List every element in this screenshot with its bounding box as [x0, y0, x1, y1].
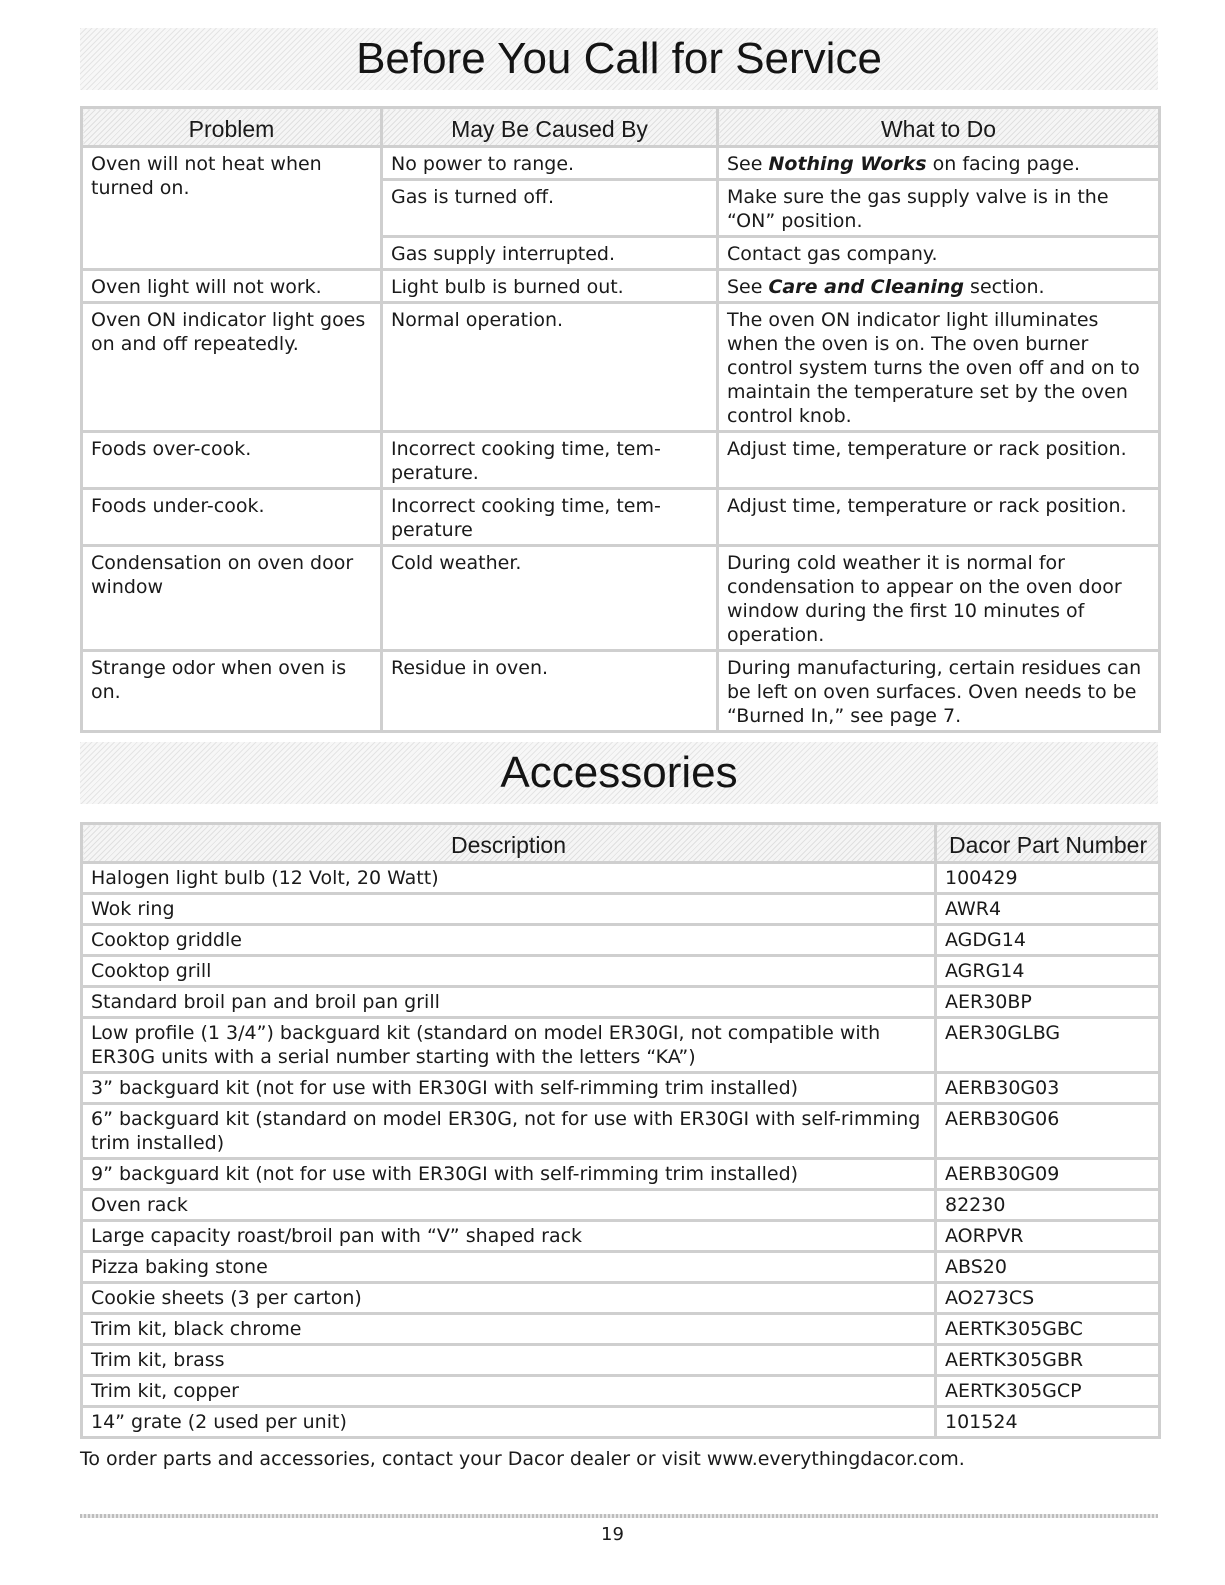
header-problem: Problem [82, 108, 382, 147]
table-row [82, 1407, 1160, 1438]
part-number-cell: AERB30G06 [936, 1104, 1160, 1159]
part-number-cell: AWR4 [936, 894, 1160, 925]
description-cell: 3” backguard kit (not for use with ER30GI with self-rimming trim installed) [82, 1073, 936, 1104]
table-row [82, 489, 1160, 546]
table-row [82, 1104, 1160, 1159]
todo-cell: Make sure the gas supply valve is in the “ON” position. [718, 180, 1160, 237]
problem-cell: Foods under-cook. [82, 489, 382, 546]
description-cell: 6” backguard kit (standard on model ER30G, not for use with ER30GI with self-rimming trim installed) [82, 1104, 936, 1159]
part-number-cell: AER30GLBG [936, 1018, 1160, 1073]
table-row [82, 987, 1160, 1018]
table-row [82, 546, 1160, 651]
problem-cell: Condensation on oven door window [82, 546, 382, 651]
part-number-cell: ABS20 [936, 1252, 1160, 1283]
section-ref: Nothing Works [768, 153, 927, 175]
table-row [82, 1252, 1160, 1283]
table-row [82, 147, 1160, 180]
table-row [82, 1159, 1160, 1190]
problem-cell: Oven will not heat when turned on. [82, 147, 382, 270]
table-row [82, 1314, 1160, 1345]
header-part-number: Dacor Part Number [936, 824, 1160, 863]
todo-cell: Contact gas company. [718, 237, 1160, 270]
description-cell: Trim kit, copper [82, 1376, 936, 1407]
problem-cell: Oven ON indicator light goes on and off repeatedly. [82, 303, 382, 432]
table-row [82, 1376, 1160, 1407]
service-title: Before You Call for Service [80, 28, 1158, 90]
table-row [82, 1283, 1160, 1314]
cause-cell: Cold weather. [382, 546, 718, 651]
description-cell: Pizza baking stone [82, 1252, 936, 1283]
description-cell: Trim kit, black chrome [82, 1314, 936, 1345]
part-number-cell: AER30BP [936, 987, 1160, 1018]
accessories-table [80, 822, 1161, 1439]
table-row [82, 270, 1160, 303]
part-number-cell: AORPVR [936, 1221, 1160, 1252]
todo-cell: The oven ON indicator light illuminates when the oven is on. The oven burner control system turns the oven off and on to maintain the temperature set by the oven control knob. [718, 303, 1160, 432]
todo-cell: Adjust time, temperature or rack position. [718, 432, 1160, 489]
description-cell: Cooktop griddle [82, 925, 936, 956]
cause-cell: Gas supply interrupted. [382, 237, 718, 270]
description-cell: Halogen light bulb (12 Volt, 20 Watt) [82, 863, 936, 894]
cause-cell: Gas is turned off. [382, 180, 718, 237]
description-cell: Cooktop grill [82, 956, 936, 987]
troubleshooting-table [80, 106, 1161, 733]
todo-cell: See Nothing Works on facing page. [718, 147, 1160, 180]
part-number-cell: AO273CS [936, 1283, 1160, 1314]
description-cell: Cookie sheets (3 per carton) [82, 1283, 936, 1314]
table-row [82, 432, 1160, 489]
part-number-cell: AERTK305GCP [936, 1376, 1160, 1407]
table-row [82, 1221, 1160, 1252]
description-cell: 14” grate (2 used per unit) [82, 1407, 936, 1438]
header-description: Description [82, 824, 936, 863]
todo-cell: Adjust time, temperature or rack position. [718, 489, 1160, 546]
accessories-title: Accessories [80, 742, 1158, 804]
todo-cell: See Care and Cleaning section. [718, 270, 1160, 303]
order-footnote: To order parts and accessories, contact your Dacor dealer or visit www.everythingdacor.com. [80, 1448, 965, 1470]
part-number-cell: 100429 [936, 863, 1160, 894]
part-number-cell: AERB30G09 [936, 1159, 1160, 1190]
table-row [82, 1018, 1160, 1073]
table-row [82, 651, 1160, 732]
description-cell: Oven rack [82, 1190, 936, 1221]
part-number-cell: 101524 [936, 1407, 1160, 1438]
description-cell: 9” backguard kit (not for use with ER30GI with self-rimming trim installed) [82, 1159, 936, 1190]
table-row [82, 925, 1160, 956]
description-cell: Wok ring [82, 894, 936, 925]
footer-rule [80, 1514, 1158, 1518]
description-cell: Standard broil pan and broil pan grill [82, 987, 936, 1018]
part-number-cell: AERB30G03 [936, 1073, 1160, 1104]
table-row [82, 863, 1160, 894]
table-row [82, 1190, 1160, 1221]
table-row [82, 303, 1160, 432]
part-number-cell: AGDG14 [936, 925, 1160, 956]
part-number-cell: AERTK305GBC [936, 1314, 1160, 1345]
todo-cell: During manufacturing, certain residues can be left on oven surfaces. Oven needs to be “Burned In,” see page 7. [718, 651, 1160, 732]
problem-cell: Foods over-cook. [82, 432, 382, 489]
problem-cell: Strange odor when oven is on. [82, 651, 382, 732]
cause-cell: Normal operation. [382, 303, 718, 432]
header-cause: May Be Caused By [382, 108, 718, 147]
table-row [82, 956, 1160, 987]
table-row [82, 1345, 1160, 1376]
table-row [82, 894, 1160, 925]
part-number-cell: AERTK305GBR [936, 1345, 1160, 1376]
cause-cell: Light bulb is burned out. [382, 270, 718, 303]
table-row [82, 1073, 1160, 1104]
cause-cell: Incorrect cooking time, tem-perature. [382, 432, 718, 489]
header-todo: What to Do [718, 108, 1160, 147]
page-number: 19 [601, 1524, 624, 1545]
todo-cell: During cold weather it is normal for condensation to appear on the oven door window during the first 10 minutes of operation. [718, 546, 1160, 651]
description-cell: Low profile (1 3/4”) backguard kit (standard on model ER30GI, not compatible with ER30G units with a serial number starting with the letters “KA”) [82, 1018, 936, 1073]
description-cell: Large capacity roast/broil pan with “V” shaped rack [82, 1221, 936, 1252]
cause-cell: Incorrect cooking time, tem-perature [382, 489, 718, 546]
part-number-cell: AGRG14 [936, 956, 1160, 987]
section-ref: Care and Cleaning [768, 276, 965, 298]
cause-cell: Residue in oven. [382, 651, 718, 732]
cause-cell: No power to range. [382, 147, 718, 180]
problem-cell: Oven light will not work. [82, 270, 382, 303]
part-number-cell: 82230 [936, 1190, 1160, 1221]
description-cell: Trim kit, brass [82, 1345, 936, 1376]
